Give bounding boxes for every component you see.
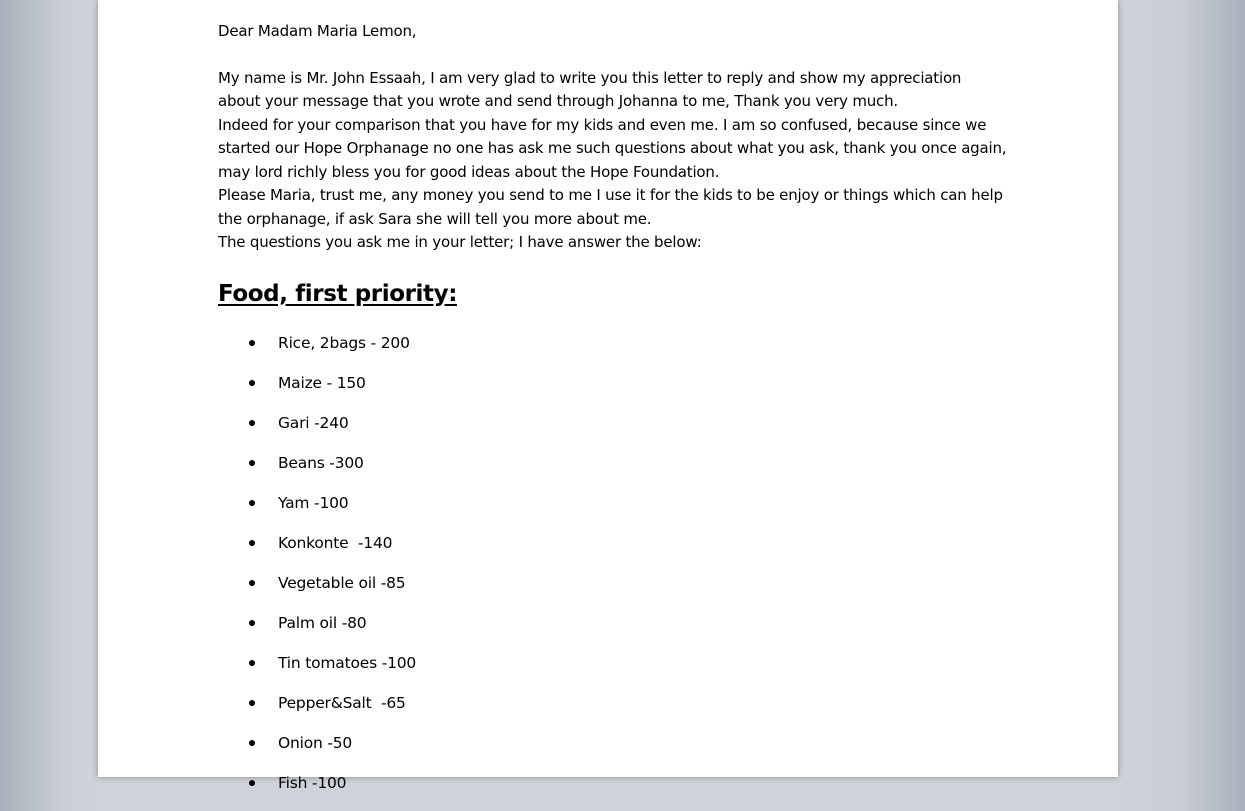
list-item-text: Maize - 150 (278, 373, 366, 392)
list-item (218, 371, 1008, 411)
list-item-text: Beans -300 (278, 453, 364, 472)
list-item-text: Fish -100 (278, 773, 347, 792)
list-item-text: Gari -240 (278, 413, 349, 432)
bullet-icon (249, 580, 255, 586)
bullet-icon (249, 420, 255, 426)
list-item (218, 451, 1008, 491)
list-item-text: Konkonte -140 (278, 533, 393, 552)
list-item (218, 691, 1008, 731)
bullet-icon (249, 660, 255, 666)
bullet-icon (249, 780, 255, 786)
list-item (218, 611, 1008, 651)
paragraph-questions: The questions you ask me in your letter; I have answer the below: (218, 233, 702, 251)
list-item (218, 411, 1008, 451)
bullet-icon (249, 380, 255, 386)
paragraph-trust: Please Maria, trust me, any money you send to me I use it for the kids to be enjoy or things which can help the orphanage, if ask Sara she will tell you more about me. (218, 186, 1003, 228)
list-item-text: Pepper&Salt -65 (278, 693, 406, 712)
list-item (218, 771, 1008, 811)
paragraph-thanks: Indeed for your comparison that you have for my kids and even me. I am so confused, because since we started our Hope Orphanage no one has ask me such questions about what you ask, thank you once again, may lord richly bless you for good ideas about the Hope Foundation. (218, 115, 1007, 181)
list-item-text: Palm oil -80 (278, 613, 367, 632)
salutation: Dear Madam Maria Lemon, (218, 22, 417, 40)
list-item (218, 651, 1008, 691)
bullet-icon (249, 460, 255, 466)
list-item-text: Rice, 2bags - 200 (278, 333, 410, 352)
list-item (218, 731, 1008, 771)
bullet-icon (249, 340, 255, 346)
list-item (218, 531, 1008, 571)
document-page (98, 0, 1118, 792)
list-item (218, 331, 1008, 371)
bullet-icon (249, 500, 255, 506)
letter-body (218, 20, 1008, 811)
paragraph-intro: My name is Mr. John Essaah, I am very glad to write you this letter to reply and show my appreciation about your message that you wrote and send through Johanna to me, Thank you very much. (218, 68, 962, 110)
list-item-text: Yam -100 (278, 493, 349, 512)
bullet-icon (249, 620, 255, 626)
list-item (218, 491, 1008, 531)
list-item-text: Vegetable oil -85 (278, 573, 406, 592)
bullet-icon (249, 540, 255, 546)
list-item-text: Tin tomatoes -100 (278, 653, 417, 672)
bullet-icon (249, 740, 255, 746)
list-item-text: Onion -50 (278, 733, 353, 752)
list-item (218, 571, 1008, 611)
food-list (218, 331, 1008, 811)
section-heading-food: Food, first priority: (218, 280, 458, 307)
bullet-icon (249, 700, 255, 706)
